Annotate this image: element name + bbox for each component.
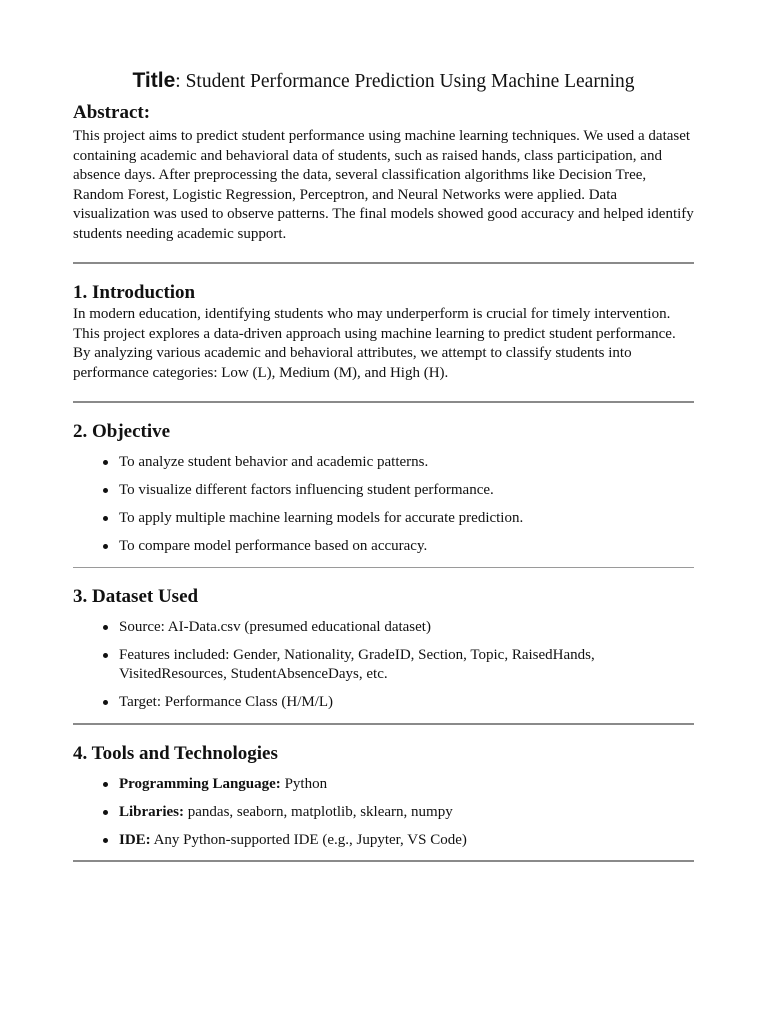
list-item-label: IDE:: [119, 831, 151, 848]
list-item-text: Source: AI-Data.csv (presumed educational dataset): [119, 618, 431, 635]
bullet-icon: [103, 460, 108, 465]
title-label: Title: [132, 69, 176, 92]
bullet-icon: [103, 838, 108, 843]
list-item-value: pandas, seaborn, matplotlib, sklearn, numpy: [184, 803, 453, 820]
document-title: [73, 66, 694, 97]
section-divider: [73, 401, 694, 403]
list-item-value: Python: [280, 775, 328, 792]
dataset-list: [73, 618, 694, 713]
list-item: [119, 509, 694, 529]
bullet-icon: [103, 516, 108, 521]
list-item-value: Any Python-supported IDE (e.g., Jupyter, VS Code): [150, 831, 467, 848]
list-item: [119, 481, 694, 501]
section-divider: [73, 262, 694, 264]
tools-list: [73, 775, 694, 851]
list-item: [119, 831, 694, 851]
list-item-label: Programming Language:: [119, 775, 281, 792]
list-item-label: Libraries:: [119, 803, 184, 820]
list-item-text: To visualize different factors influencing student performance.: [119, 482, 494, 498]
introduction-heading: 1. Introduction: [73, 282, 196, 303]
section-divider: [73, 723, 694, 725]
list-item-text: Target: Performance Class (H/M/L): [119, 694, 334, 710]
list-item: [119, 453, 694, 473]
introduction-text: In modern education, identifying students who may underperform is crucial for timely intervention. This project explores a data-driven approach using machine learning to predict student performance. By analyzing various academic and behavioral attributes, we attempt to classify students into performance categories: Low (L), Medium (M), and High (H).: [73, 306, 676, 381]
bullet-icon: [103, 782, 108, 787]
list-item: [119, 775, 694, 795]
title-separator: :: [175, 71, 181, 92]
objective-heading: 2. Objective: [73, 421, 171, 442]
abstract-heading: Abstract:: [73, 102, 151, 123]
bullet-icon: [103, 544, 108, 549]
bullet-icon: [103, 700, 108, 705]
tools-heading: 4. Tools and Technologies: [73, 742, 278, 764]
list-item-text: To compare model performance based on accuracy.: [119, 538, 428, 554]
section-divider: [73, 860, 694, 862]
bullet-icon: [103, 653, 108, 658]
objective-list: [73, 453, 694, 557]
list-item-text: To apply multiple machine learning models for accurate prediction.: [119, 510, 524, 526]
dataset-heading: 3. Dataset Used: [73, 585, 199, 607]
list-item: [119, 693, 694, 713]
list-item-text: To analyze student behavior and academic patterns.: [119, 454, 429, 470]
list-item: [119, 618, 694, 638]
bullet-icon: [103, 810, 108, 815]
list-item-text: Features included: Gender, Nationality, GradeID, Section, Topic, RaisedHands, VisitedResources, StudentAbsenceDays, etc.: [119, 646, 595, 682]
abstract-text: This project aims to predict student performance using machine learning techniques. We used a dataset containing academic and behavioral data of students, such as raised hands, class participation, and absence days. After preprocessing the data, several classification algorithms like Decision Tree, Random Forest, Logistic Regression, Perceptron, and Neural Networks were applied. Data visualization was used to observe patterns. The final models showed good accuracy and helped identify students needing academic support.: [73, 128, 694, 242]
list-item: [119, 803, 694, 823]
list-item: [119, 646, 694, 685]
bullet-icon: [103, 488, 108, 493]
list-item: [119, 537, 694, 557]
section-divider: [73, 567, 694, 568]
title-text: Student Performance Prediction Using Machine Learning: [180, 71, 635, 92]
bullet-icon: [103, 625, 108, 630]
